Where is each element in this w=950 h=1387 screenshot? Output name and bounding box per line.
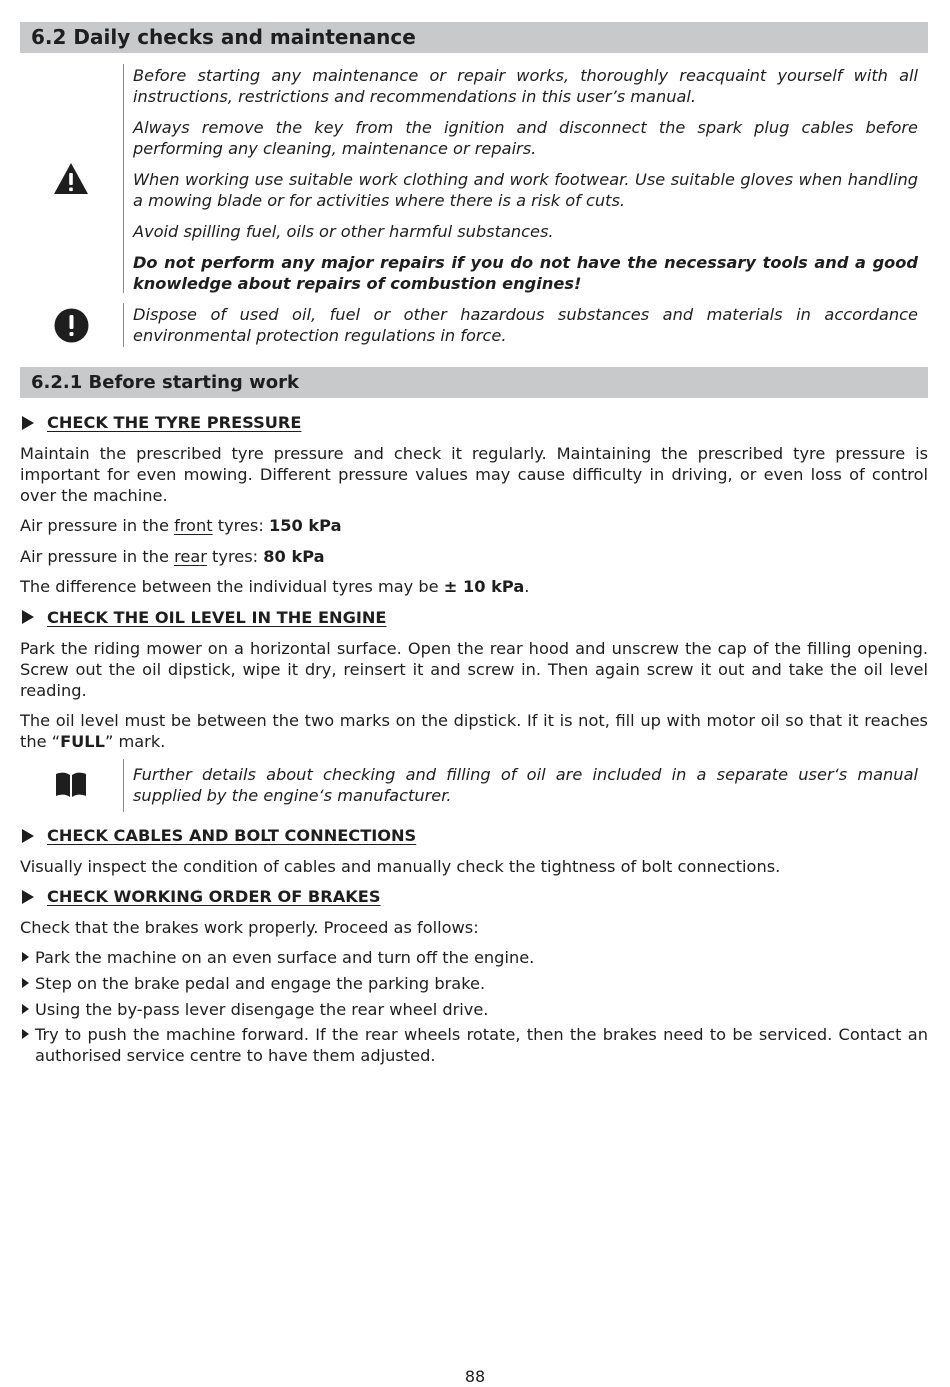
front-pressure-prefix: Air pressure in the	[20, 516, 175, 536]
cables-heading-label: CHECK CABLES AND BOLT CONNECTIONS	[47, 826, 417, 845]
exclamation-circle-icon	[20, 308, 122, 343]
brake-step-text: Using the by-pass lever disengage the rear wheel drive.	[35, 999, 489, 1019]
triangle-bullet-icon	[22, 890, 34, 904]
oil-full-mark: FULL	[60, 732, 105, 752]
tyre-heading-label: CHECK THE TYRE PRESSURE	[47, 413, 302, 432]
front-pressure-line	[20, 515, 928, 536]
oil-level-prefix: The oil level must be between the two marks on the dipstick. If it is not, fill up with motor oil so that it reaches the “	[20, 711, 928, 752]
brake-step-text: Park the machine on an even surface and turn off the engine.	[35, 948, 535, 968]
list-item	[20, 973, 928, 994]
difference-prefix: The difference between the individual tyres may be	[20, 577, 444, 597]
brake-step-text: Try to push the machine forward. If the rear wheels rotate, then the brakes need to be serviced. Contact an authorised service centre to have them adjusted.	[35, 1025, 928, 1066]
brake-step-text: Step on the brake pedal and engage the parking brake.	[35, 973, 486, 993]
front-word: front	[174, 516, 213, 536]
list-item	[20, 947, 928, 968]
subsection-title: 6.2.1 Before starting work	[20, 367, 928, 398]
book-icon	[20, 772, 122, 798]
brakes-heading	[20, 886, 928, 907]
list-item	[20, 999, 928, 1020]
note-divider	[123, 759, 124, 812]
list-item	[20, 1024, 928, 1066]
caret-bullet-icon	[22, 978, 29, 988]
warning-paragraph-bold: Do not perform any major repairs if you do not have the necessary tools and a good knowledge about repairs of combustion engines!	[133, 253, 918, 293]
note-divider	[123, 303, 124, 347]
tyre-oil-section	[20, 412, 928, 762]
front-pressure-mid: tyres:	[212, 516, 269, 536]
rear-pressure-value: 80 kPa	[263, 546, 325, 566]
manual-paragraph: Further details about checking and filling of oil are included in a separate user‘s manual supplied by the engine‘s manufacturer.	[133, 765, 918, 805]
triangle-bullet-icon	[22, 829, 34, 843]
oil-heading-label: CHECK THE OIL LEVEL IN THE ENGINE	[47, 607, 387, 627]
section-title: 6.2 Daily checks and maintenance	[20, 22, 928, 53]
caret-bullet-icon	[22, 1029, 29, 1039]
rear-pressure-mid: tyres:	[206, 546, 264, 566]
front-pressure-value: 150 kPa	[268, 516, 342, 536]
triangle-bullet-icon	[22, 416, 34, 430]
caution-note	[20, 303, 928, 347]
brakes-heading-label: CHECK WORKING ORDER OF BRAKES	[47, 887, 381, 907]
brakes-intro: Check that the brakes work properly. Proceed as follows:	[20, 917, 479, 937]
oil-heading	[20, 607, 928, 628]
rear-word: rear	[174, 546, 207, 566]
cables-brakes-section	[20, 825, 928, 1071]
oil-level-paragraph	[20, 710, 928, 752]
manual-note-text	[133, 759, 918, 806]
warning-paragraph: Always remove the key from the ignition and disconnect the spark plug cables before performing any cleaning, maintenance or repairs.	[133, 118, 918, 158]
cables-heading	[20, 825, 928, 846]
caret-bullet-icon	[22, 952, 29, 962]
manual-note	[20, 759, 928, 812]
oil-paragraph: Park the riding mower on a horizontal surface. Open the rear hood and unscrew the cap of the filling opening. Screw out the oil dipstick, wipe it dry, reinsert it and screw in. Then again screw it out and take the oil level reading.	[20, 638, 928, 700]
caution-paragraph: Dispose of used oil, fuel or other hazardous substances and materials in accordance environmental protection regulations in force.	[133, 305, 918, 345]
warning-note-text	[133, 64, 918, 294]
warning-note	[20, 64, 928, 293]
warning-paragraph: Avoid spilling fuel, oils or other harmful substances.	[133, 222, 554, 241]
tyre-intro: Maintain the prescribed tyre pressure and check it regularly. Maintaining the prescribed tyre pressure is important for even mowing. Different pressure values may cause difficulty in driving, or even loss of control over the machine.	[20, 443, 928, 505]
difference-value: ± 10 kPa	[443, 577, 525, 597]
rear-pressure-line	[20, 546, 928, 567]
note-divider	[123, 64, 124, 293]
warning-paragraph: When working use suitable work clothing and work footwear. Use suitable gloves when handling a mowing blade or for activities where there is a risk of cuts.	[133, 170, 918, 210]
triangle-bullet-icon	[22, 610, 34, 624]
tyre-heading	[20, 412, 928, 433]
warning-paragraph: Before starting any maintenance or repair works, thoroughly reacquaint yourself with all instructions, restrictions and recommendations in this user’s manual.	[133, 66, 918, 106]
caution-note-text	[133, 303, 918, 346]
page-number: 88	[464, 1367, 486, 1386]
cables-text: Visually inspect the condition of cables and manually check the tightness of bolt connections.	[20, 856, 781, 876]
rear-pressure-prefix: Air pressure in the	[20, 546, 175, 566]
caret-bullet-icon	[22, 1004, 29, 1014]
brakes-steps-list	[20, 947, 928, 1066]
pressure-difference-line	[20, 576, 928, 597]
warning-triangle-icon	[20, 162, 122, 195]
oil-level-suffix: ” mark.	[104, 732, 166, 752]
difference-suffix: .	[524, 577, 530, 597]
